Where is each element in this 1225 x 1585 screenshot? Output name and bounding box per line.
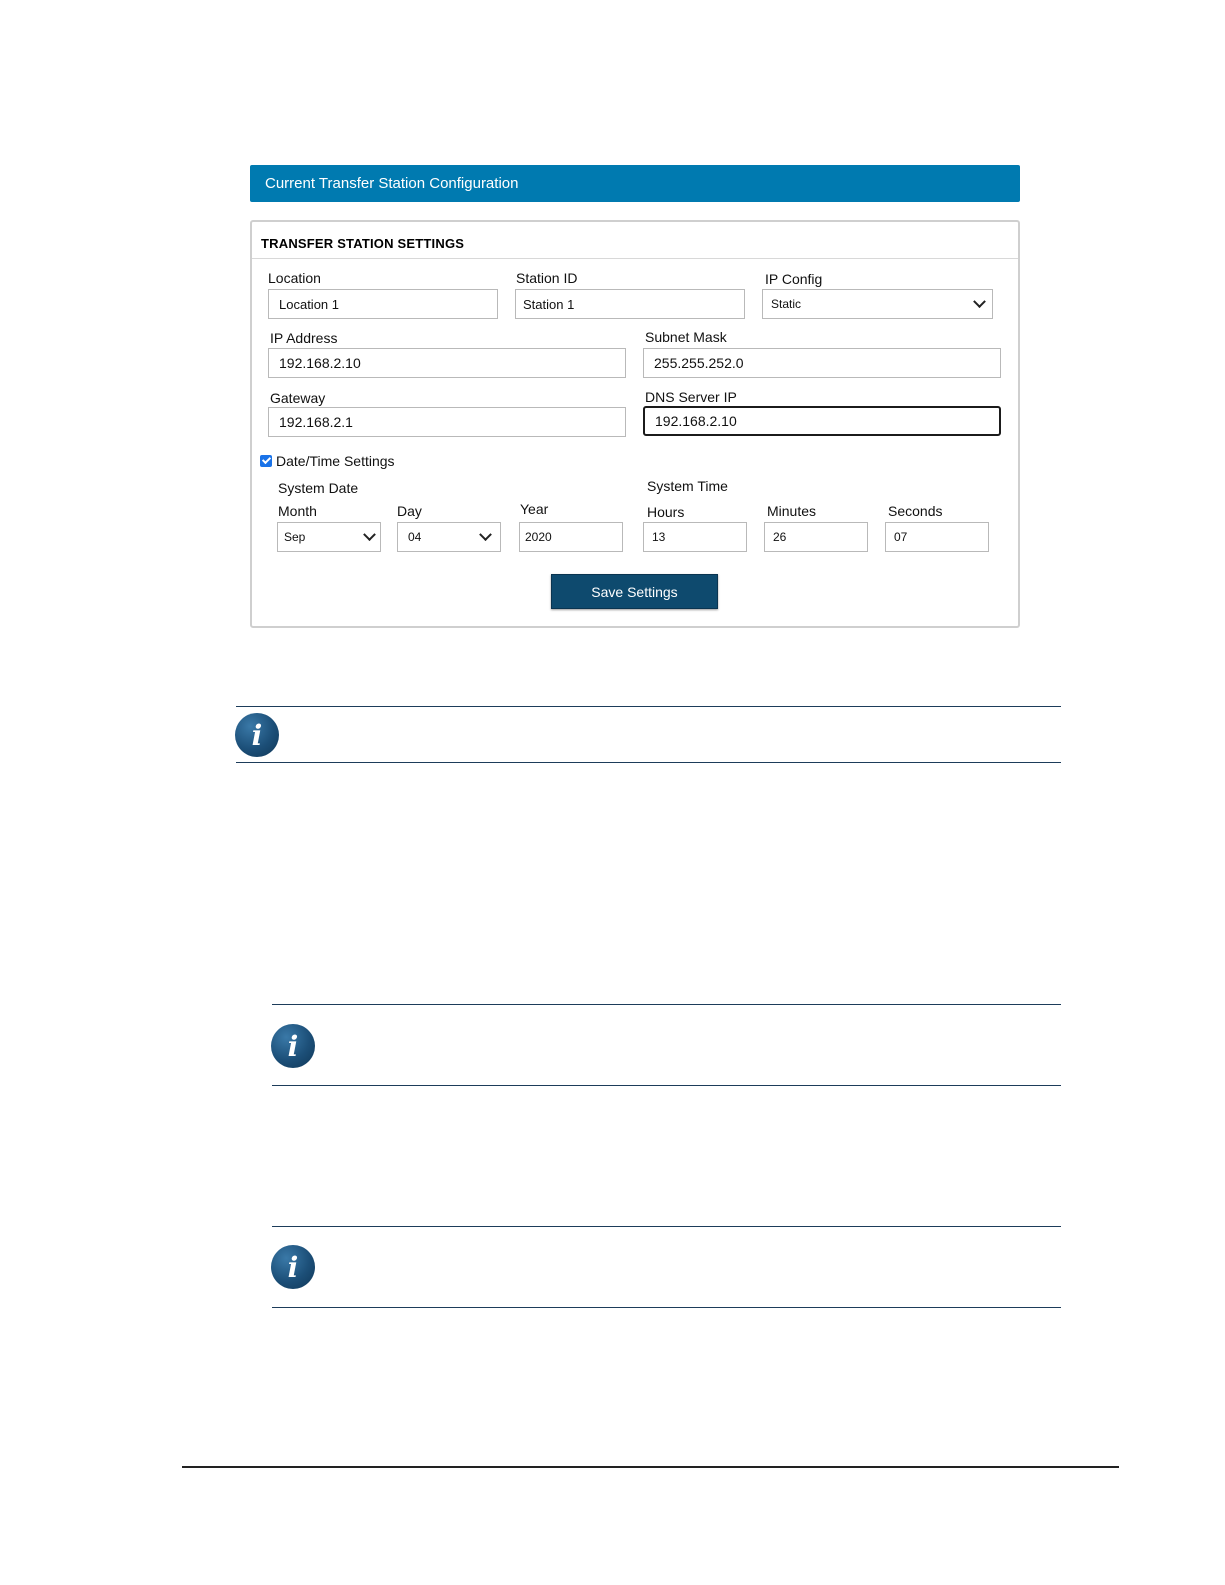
config-header (250, 165, 1020, 202)
seconds-label: Seconds (888, 503, 943, 519)
subnet-mask-label: Subnet Mask (645, 329, 727, 345)
minutes-value: 26 (773, 530, 787, 544)
seconds-input[interactable] (885, 522, 989, 552)
subnet-mask-input[interactable] (643, 348, 1001, 378)
location-label: Location (268, 270, 321, 286)
ip-address-input[interactable] (268, 348, 626, 378)
panel-title: TRANSFER STATION SETTINGS (261, 236, 465, 251)
info-icon: i (271, 1245, 315, 1289)
save-settings-button[interactable] (551, 574, 718, 609)
note-rule-top (272, 1226, 1061, 1227)
month-select[interactable] (277, 522, 381, 552)
dns-server-input[interactable] (643, 406, 1001, 436)
datetime-checkbox-label: Date/Time Settings (276, 453, 395, 469)
chevron-down-icon (973, 295, 986, 308)
gateway-input[interactable] (268, 407, 626, 437)
year-input[interactable] (519, 522, 623, 552)
footer-rule (182, 1466, 1119, 1468)
ip-address-value: 192.168.2.10 (279, 355, 361, 371)
note-rule-top (236, 706, 1061, 707)
system-date-label: System Date (278, 480, 359, 496)
day-label: Day (397, 503, 422, 519)
subnet-mask-value: 255.255.252.0 (654, 355, 744, 371)
ip-config-value: Static (771, 297, 802, 311)
station-id-input[interactable] (515, 289, 745, 319)
year-label: Year (520, 501, 549, 517)
info-icon: i (235, 713, 279, 757)
minutes-label: Minutes (767, 503, 817, 519)
panel-divider (252, 258, 1018, 259)
station-id-label: Station ID (516, 270, 578, 286)
month-value: Sep (284, 530, 306, 544)
station-id-value: Station 1 (523, 296, 575, 312)
minutes-input[interactable] (764, 522, 868, 552)
gateway-value: 192.168.2.1 (279, 414, 353, 430)
ip-config-select[interactable] (762, 289, 993, 319)
system-time-label: System Time (647, 478, 728, 494)
datetime-checkbox[interactable] (260, 455, 272, 467)
gateway-label: Gateway (270, 390, 326, 406)
dns-server-value: 192.168.2.10 (655, 413, 737, 429)
note-rule-bottom (272, 1085, 1061, 1086)
seconds-value: 07 (894, 530, 908, 544)
hours-input[interactable] (643, 522, 747, 552)
chevron-down-icon (479, 528, 492, 541)
ip-config-label: IP Config (765, 271, 823, 287)
dns-server-label: DNS Server IP (645, 389, 737, 405)
chevron-down-icon (363, 528, 376, 541)
year-value: 2020 (525, 530, 552, 544)
day-select[interactable] (397, 522, 501, 552)
save-settings-label: Save Settings (591, 583, 678, 600)
ip-address-label: IP Address (270, 330, 338, 346)
note-rule-top (272, 1004, 1061, 1005)
month-label: Month (278, 503, 317, 519)
info-icon: i (271, 1024, 315, 1068)
hours-value: 13 (652, 530, 666, 544)
location-value: Location 1 (279, 296, 339, 312)
note-rule-bottom (236, 762, 1061, 763)
config-header-title: Current Transfer Station Configuration (265, 175, 519, 192)
day-value: 04 (408, 530, 422, 544)
location-input[interactable] (268, 289, 498, 319)
note-rule-bottom (272, 1307, 1061, 1308)
hours-label: Hours (647, 504, 685, 520)
